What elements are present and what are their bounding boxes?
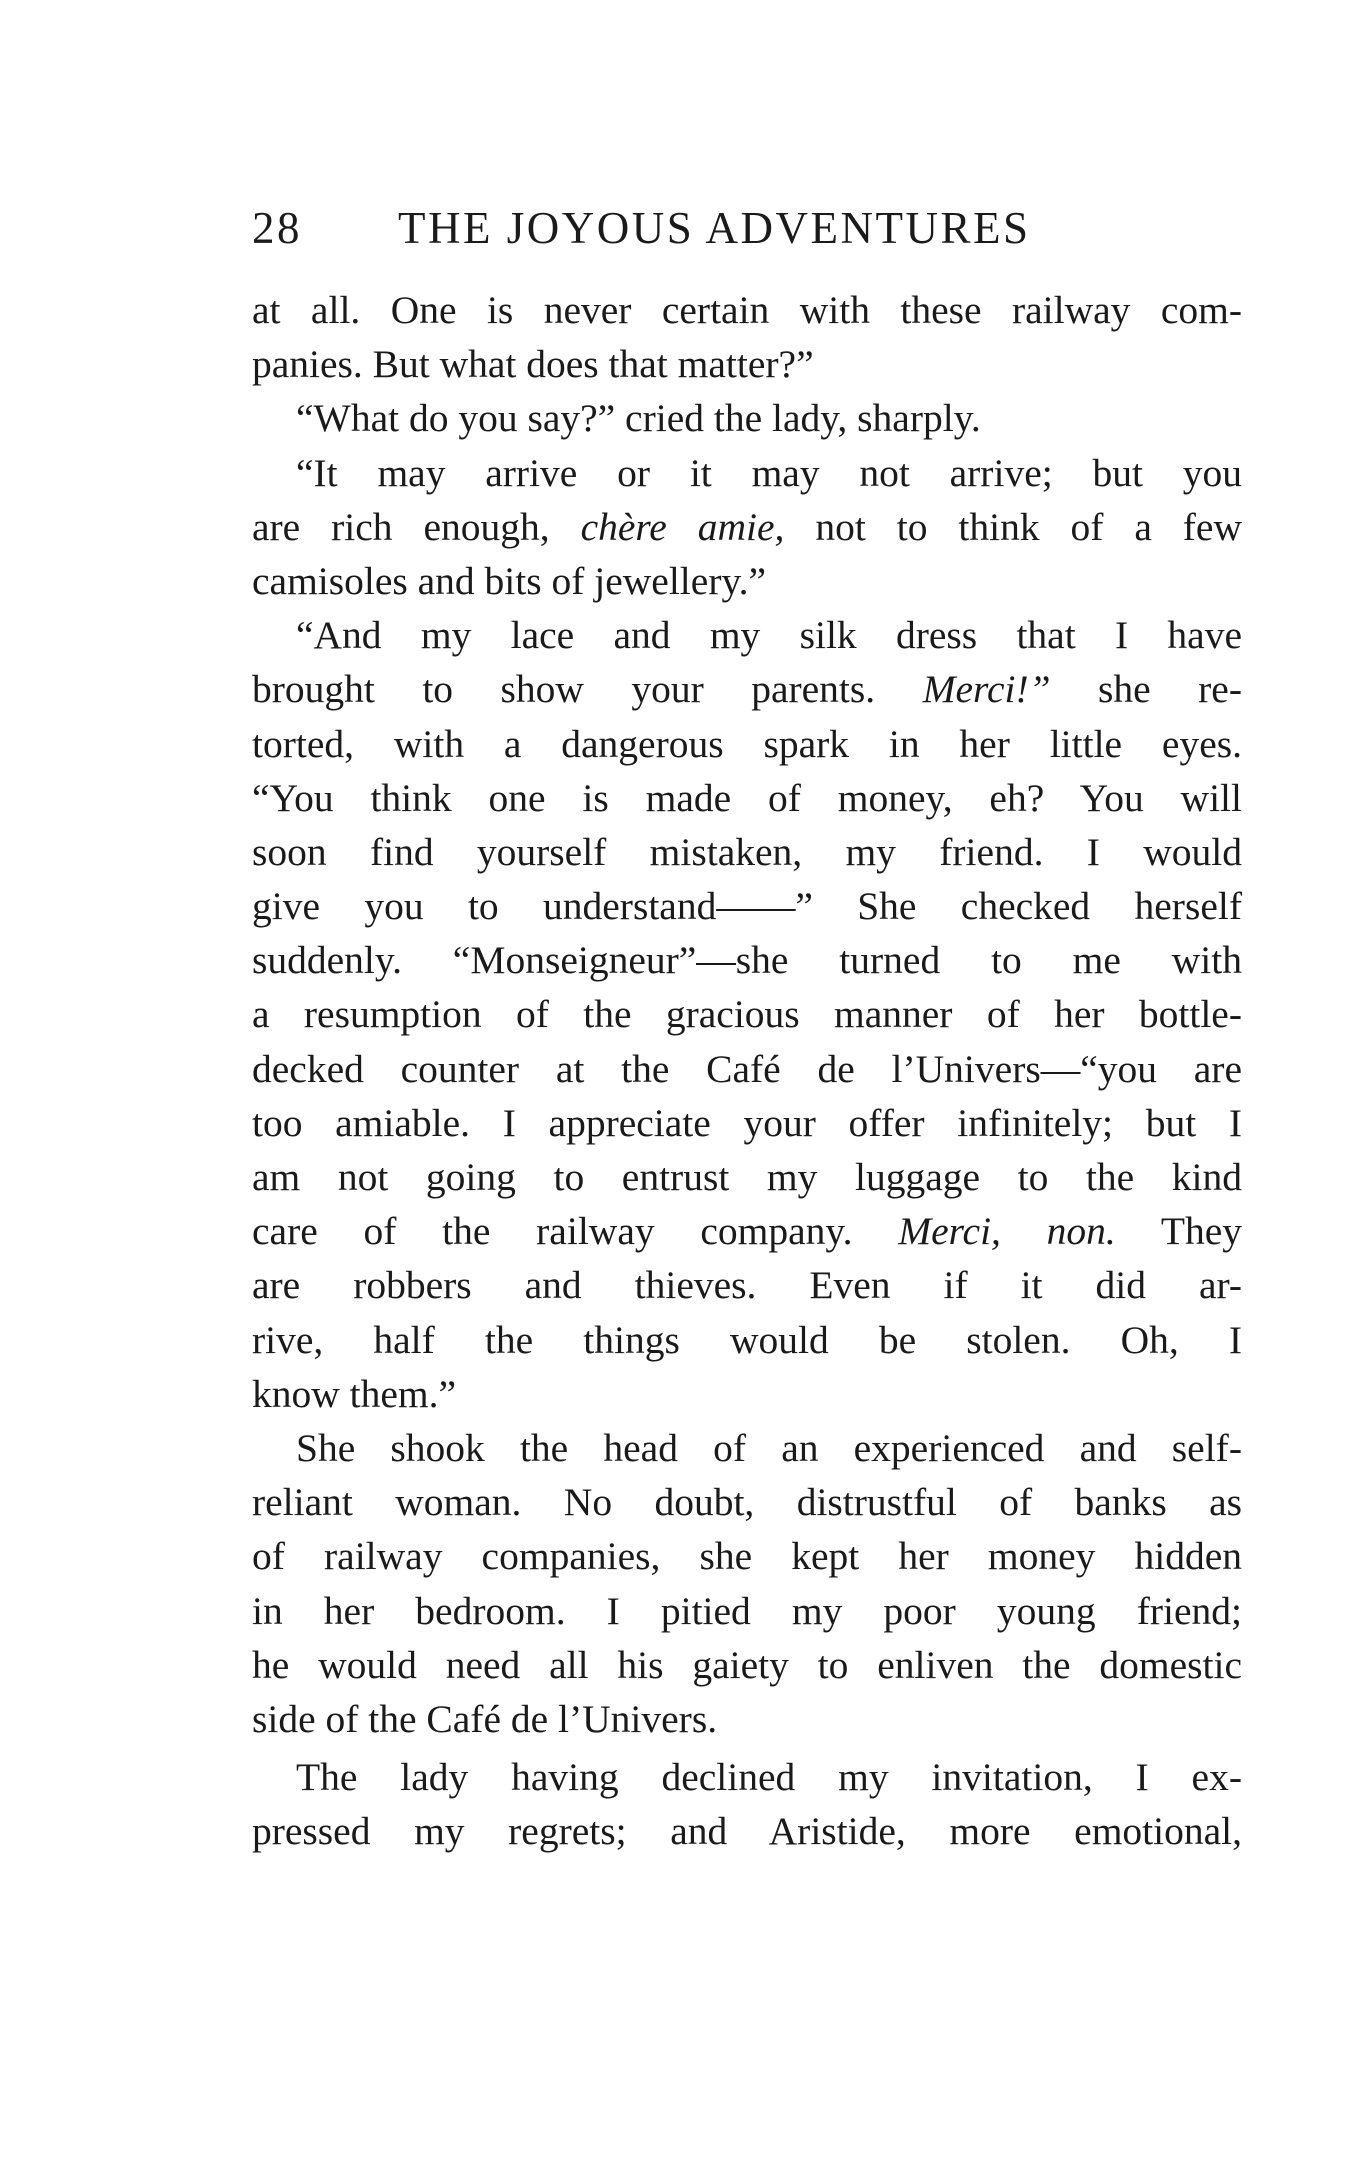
text-line: camisoles and bits of jewellery.” xyxy=(252,558,767,603)
text-line: panies. But what does that matter?” xyxy=(252,342,814,387)
text-span: she re- xyxy=(1050,667,1242,712)
text-line: The lady having declined my invitation, I ex- xyxy=(296,1755,1242,1800)
running-title: THE JOYOUS ADVENTURES xyxy=(398,203,1031,253)
text-span: not to think of a few xyxy=(784,504,1242,549)
text-line: “What do you say?” cried the lady, sharply. xyxy=(296,396,981,441)
text-line: give you to understand——” She checked herself xyxy=(252,884,1242,929)
text-line: side of the Café de l’Univers. xyxy=(252,1696,718,1741)
body-text xyxy=(252,283,1242,1858)
text-line: “It may arrive or it may not arrive; but you xyxy=(296,450,1242,495)
text-line: of railway companies, she kept her money hidden xyxy=(252,1534,1242,1579)
italic-text: chère amie, xyxy=(580,504,785,549)
text-line: decked counter at the Café de l’Univers—“you are xyxy=(252,1046,1242,1091)
italic-text: Merci!” xyxy=(922,667,1051,712)
text-span: They xyxy=(1115,1209,1243,1254)
text-line xyxy=(252,500,1242,554)
text-line: a resumption of the gracious manner of her bottle- xyxy=(252,992,1242,1037)
text-line: pressed my regrets; and Aristide, more emotional, xyxy=(252,1809,1242,1854)
text-line: soon find yourself mistaken, my friend. I would xyxy=(252,829,1242,874)
page-number: 28 xyxy=(252,203,302,253)
text-line: he would need all his gaiety to enliven the domestic xyxy=(252,1642,1242,1687)
text-line: know them.” xyxy=(252,1371,457,1416)
text-line: suddenly. “Monseigneur”—she turned to me with xyxy=(252,938,1242,983)
text-line: in her bedroom. I pitied my poor young friend; xyxy=(252,1588,1242,1633)
text-line: reliant woman. No doubt, distrustful of banks as xyxy=(252,1480,1242,1525)
text-line: She shook the head of an experienced and self- xyxy=(296,1425,1242,1470)
text-line xyxy=(252,662,1242,716)
text-span: brought to show your parents. xyxy=(252,667,923,712)
text-line: “And my lace and my silk dress that I have xyxy=(296,613,1242,658)
text-line: torted, with a dangerous spark in her little eyes. xyxy=(252,721,1242,766)
text-line xyxy=(252,1204,1242,1258)
italic-text: Merci, non. xyxy=(898,1209,1116,1254)
text-span: are rich enough, xyxy=(252,504,581,549)
text-line: are robbers and thieves. Even if it did ar- xyxy=(252,1263,1242,1308)
text-line: at all. One is never certain with these railway com- xyxy=(252,288,1242,332)
text-line: am not going to entrust my luggage to the kind xyxy=(252,1155,1242,1199)
page-header xyxy=(252,196,1252,260)
text-line: “You think one is made of money, eh? You will xyxy=(252,775,1242,820)
text-line: too amiable. I appreciate your offer infinitely; but I xyxy=(252,1100,1242,1145)
text-span: care of the railway company. xyxy=(252,1209,899,1254)
text-line: rive, half the things would be stolen. Oh, I xyxy=(252,1317,1242,1362)
